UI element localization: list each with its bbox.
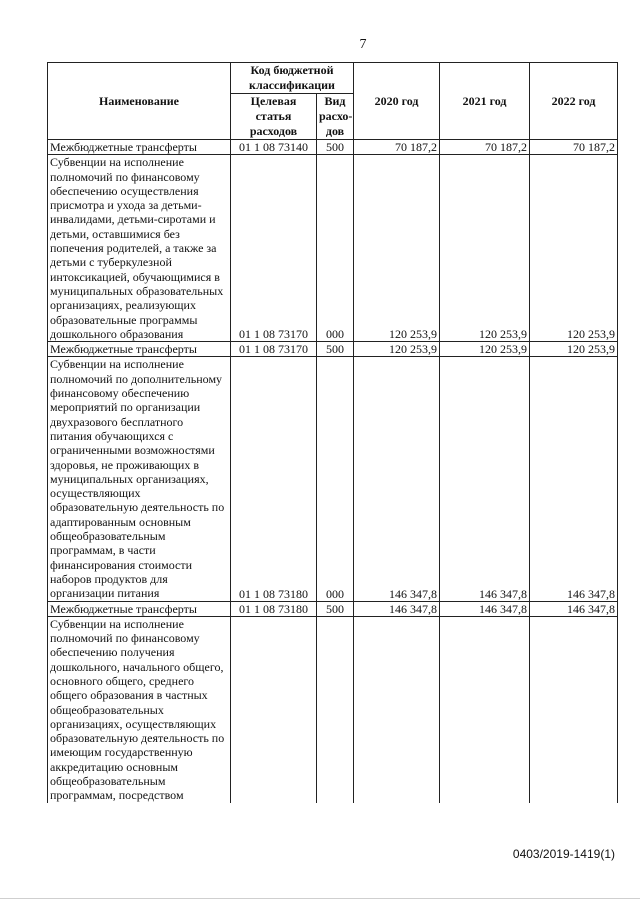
row-value-2020: 146 347,8 — [354, 357, 440, 601]
row-name: Межбюджетные трансферты — [48, 601, 231, 616]
page-number: 7 — [359, 37, 367, 52]
table-row — [48, 342, 618, 357]
row-value-2021: 120 253,9 — [440, 342, 530, 357]
header-target-article: Целевая статья расходов — [231, 94, 317, 140]
row-value-2022: 146 347,8 — [530, 601, 618, 616]
row-value-2022: 146 347,8 — [530, 357, 618, 601]
row-value-2022: 120 253,9 — [530, 155, 618, 342]
row-target-article: 01 1 08 73170 — [231, 155, 317, 342]
row-expense-type: 500 — [317, 140, 354, 155]
row-value-2021: 120 253,9 — [440, 155, 530, 342]
row-name: Субвенции на исполнение полномочий по дополнительному финансовому обеспечению мероприятий по организации двухразового бесплатного питания обучающихся с ограниченными возможностями здоровья, не проживающих в муниципальных организациях, осуществляющих образовательную деятельность по адаптированным основным общеобразовательным программам, в части финансирования стоимости наборов продуктов для организации питания — [48, 357, 231, 601]
row-target-article: 01 1 08 73180 — [231, 601, 317, 616]
row-target-article: 01 1 08 73170 — [231, 342, 317, 357]
table-row — [48, 601, 618, 616]
row-value-2022: 120 253,9 — [530, 342, 618, 357]
row-value-2021: 146 347,8 — [440, 357, 530, 601]
row-expense-type: 500 — [317, 342, 354, 357]
row-value-2021 — [440, 616, 530, 802]
budget-table — [47, 62, 618, 803]
row-target-article: 01 1 08 73140 — [231, 140, 317, 155]
row-value-2022 — [530, 616, 618, 802]
document-code: 0403/2019-1419(1) — [512, 847, 615, 861]
header-expense-type: Вид расхо-дов — [317, 94, 354, 140]
header-year-2022: 2022 год — [530, 63, 618, 140]
row-expense-type: 500 — [317, 601, 354, 616]
table-row — [48, 140, 618, 155]
row-value-2021: 70 187,2 — [440, 140, 530, 155]
row-value-2022: 70 187,2 — [530, 140, 618, 155]
row-value-2021: 146 347,8 — [440, 601, 530, 616]
table-row — [48, 155, 618, 342]
row-name: Межбюджетные трансферты — [48, 342, 231, 357]
row-value-2020 — [354, 616, 440, 802]
row-target-article — [231, 616, 317, 802]
row-value-2020: 120 253,9 — [354, 155, 440, 342]
row-expense-type: 000 — [317, 357, 354, 601]
row-value-2020: 146 347,8 — [354, 601, 440, 616]
row-name: Субвенции на исполнение полномочий по финансовому обеспечению получения дошкольного, начального общего, основного общего, среднего общего образования в частных общеобразовательных организациях, осуществляющих образовательную деятельность по имеющим государственную аккредитацию основным общеобразовательным программам, посредством — [48, 616, 231, 802]
table-row — [48, 616, 618, 802]
row-target-article: 01 1 08 73180 — [231, 357, 317, 601]
header-year-2021: 2021 год — [440, 63, 530, 140]
row-value-2020: 70 187,2 — [354, 140, 440, 155]
row-value-2020: 120 253,9 — [354, 342, 440, 357]
row-name: Межбюджетные трансферты — [48, 140, 231, 155]
row-expense-type — [317, 616, 354, 802]
header-name: Наименование — [48, 63, 231, 140]
row-name: Субвенции на исполнение полномочий по финансовому обеспечению осуществления присмотра и ухода за детьми-инвалидами, детьми-сиротами и детьми, оставшимися без попечения родителей, а также за детьми с туберкулезной интоксикацией, обучающимися в муниципальных образовательных организациях, реализующих образовательные программы дошкольного образования — [48, 155, 231, 342]
header-year-2020: 2020 год — [354, 63, 440, 140]
header-classification: Код бюджетной классификации — [231, 63, 354, 94]
table-row — [48, 357, 618, 601]
scan-edge-line — [0, 898, 640, 899]
row-expense-type: 000 — [317, 155, 354, 342]
